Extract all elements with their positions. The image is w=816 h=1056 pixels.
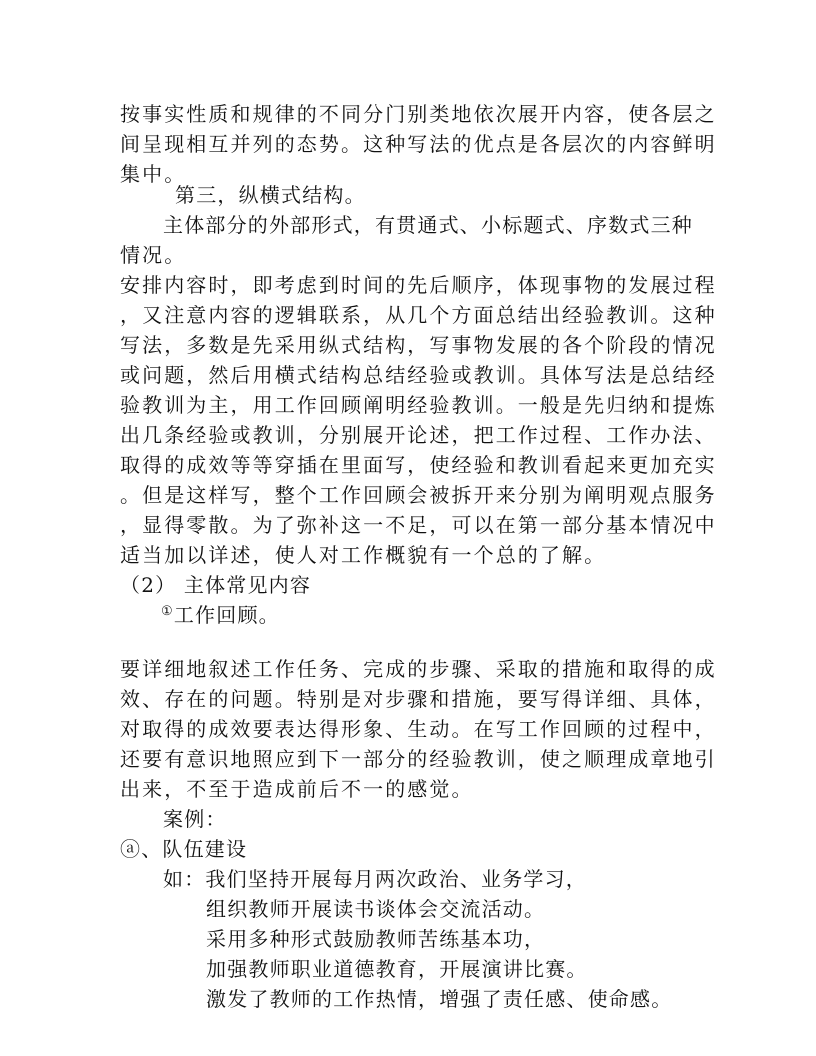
body-line: 还要有意识地照应到下一部分的经验教训，使之顺理成章地引 [120, 747, 717, 771]
body-line: 对取得的成效要表达得形象、生动。在写工作回顾的过程中， [120, 717, 717, 741]
section-heading: （2） 主体常见内容 [120, 573, 312, 597]
case-line: 加强教师职业道德教育，开展演讲比赛。 [206, 957, 588, 981]
case-line: 如：我们坚持开展每月两次政治、业务学习， [163, 867, 587, 891]
body-line: 情况。 [120, 243, 187, 267]
body-line: 验教训为主，用工作回顾阐明经验教训。一般是先归纳和提炼 [120, 393, 717, 417]
body-line: ，显得零散。为了弥补这一不足，可以在第一部分基本情况中 [120, 513, 717, 537]
circled-number-marker: ① [161, 604, 174, 619]
body-line: 出几条经验或教训，分别展开论述，把工作过程、工作办法、 [120, 423, 717, 447]
body-line: 适当加以详述，使人对工作概貌有一个总的了解。 [120, 543, 607, 567]
case-line: 采用多种形式鼓励教师苦练基本功， [206, 927, 546, 951]
case-label: 案例： [163, 807, 227, 831]
body-line: 主体部分的外部形式，有贯通式、小标题式、序数式三种 [163, 213, 693, 237]
list-item [161, 600, 280, 630]
case-line: 激发了教师的工作热情，增强了责任感、使命感。 [206, 987, 673, 1011]
subsection-heading: 第三，纵横式结构。 [175, 183, 366, 207]
case-line: 组织教师开展读书谈体会交流活动。 [206, 897, 546, 921]
list-item-label: 工作回顾。 [173, 603, 280, 627]
body-line: 间呈现相互并列的态势。这种写法的优点是各层次的内容鲜明 [120, 132, 717, 156]
body-line: 取得的成效等等穿插在里面写，使经验和教训看起来更加充实 [120, 453, 717, 477]
body-line: 或问题，然后用横式结构总结经验或教训。具体写法是总结经 [120, 363, 717, 387]
body-line: ，又注意内容的逻辑联系，从几个方面总结出经验教训。这种 [120, 303, 717, 327]
body-line: 。但是这样写，整个工作回顾会被拆开来分别为阐明观点服务 [120, 483, 717, 507]
body-line: 出来，不至于造成前后不一的感觉。 [120, 777, 474, 801]
body-line: 要详细地叙述工作任务、完成的步骤、采取的措施和取得的成 [120, 657, 717, 681]
body-line: 集中。 [120, 162, 187, 186]
body-line: 效、存在的问题。特别是对步骤和措施，要写得详细、具体， [120, 687, 717, 711]
body-line: 写法，多数是先采用纵式结构，写事物发展的各个阶段的情况 [120, 333, 717, 357]
body-line: 安排内容时，即考虑到时间的先后顺序，体现事物的发展过程 [120, 273, 717, 297]
body-line: 按事实性质和规律的不同分门别类地依次展开内容，使各层之 [120, 102, 717, 126]
case-item-heading: ⓐ、队伍建设 [120, 837, 248, 861]
